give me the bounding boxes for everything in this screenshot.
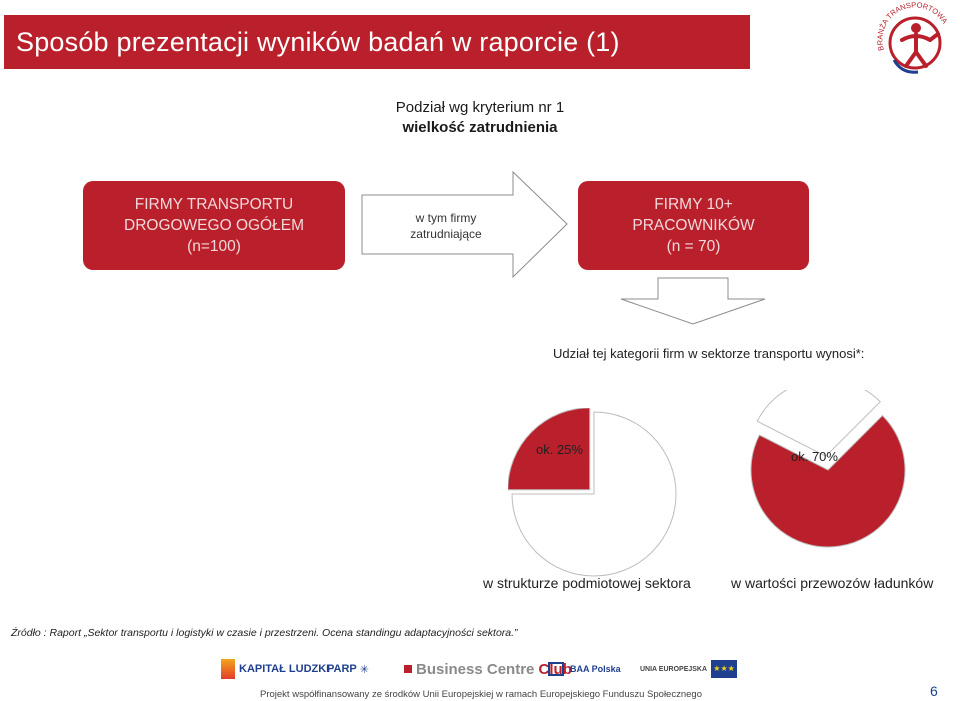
parp-star-icon: ✳ <box>359 663 369 676</box>
down-arrow-icon <box>620 277 766 325</box>
eu-funding-line: Projekt współfinansowany ze środków Unii Europejskiej w ramach Europejskiego Funduszu Społecznego <box>260 689 702 700</box>
firms-10plus-line1: FIRMY 10+ <box>654 196 733 213</box>
svg-text:BRANŻA TRANSPORTOWA: BRANŻA TRANSPORTOWA <box>875 0 950 52</box>
business-centre-club-logo <box>404 655 572 683</box>
all-firms-line1: FIRMY TRANSPORTU <box>134 196 294 213</box>
source-note: Źródło : Raport „Sektor transportu i logistyki w czasie i przestrzeni. Ocena standingu adaptacyjności sektora.” <box>11 627 518 639</box>
all-firms-line2: DROGOWEGO OGÓŁEM <box>124 217 304 234</box>
page-number: 6 <box>930 683 938 699</box>
firms-10plus-n: (n = 70) <box>666 238 721 255</box>
bcc-club-text: Club <box>538 660 572 678</box>
firms-10plus-line2: PRACOWNIKÓW <box>632 217 755 234</box>
bcc-mark-icon <box>404 665 412 673</box>
slide-title: Sposób prezentacji wyników badań w raporcie (1) <box>16 27 620 57</box>
eu-logo <box>640 655 737 683</box>
arrow-text-line2: zatrudniające <box>410 227 482 241</box>
all-firms-box <box>83 181 345 270</box>
criterion-line1: Podział wg kryterium nr 1 <box>395 99 565 116</box>
pie-label-70: ok. 70% <box>791 449 838 464</box>
baa-logo <box>570 655 621 683</box>
pie-chart-freight-value <box>738 390 940 550</box>
eu-text: UNIA EUROPEJSKA <box>640 665 708 673</box>
parp-text: PARP <box>327 663 357 675</box>
caption-freight-value: w wartości przewozów ładunków <box>731 575 934 591</box>
share-label: Udział tej kategorii firm w sektorze transportu wynosi*: <box>553 346 865 361</box>
parp-logo <box>327 655 369 683</box>
kl-mark-icon <box>221 659 235 679</box>
criterion-heading <box>300 98 660 138</box>
arrow-text-line1: w tym firmy <box>415 211 477 225</box>
kapital-ludzki-text: KAPITAŁ LUDZKI <box>239 663 330 675</box>
baa-text: BAA Polska <box>570 664 621 674</box>
bcc-text: Business Centre <box>416 660 535 678</box>
baa-mark-icon <box>548 655 564 683</box>
arrow-text <box>361 210 531 242</box>
pie-label-25: ok. 25% <box>536 442 583 457</box>
pie-chart-structure <box>508 408 680 580</box>
branza-transportowa-logo <box>872 0 958 86</box>
title-bar <box>4 15 750 69</box>
all-firms-n: (n=100) <box>187 238 241 255</box>
caption-structure: w strukturze podmiotowej sektora <box>483 575 691 591</box>
criterion-line2: wielkość zatrudnienia <box>402 119 558 136</box>
kapital-ludzki-logo <box>221 655 329 683</box>
firms-10plus-box <box>578 181 809 270</box>
eu-flag-icon: ★★★ <box>711 660 737 678</box>
